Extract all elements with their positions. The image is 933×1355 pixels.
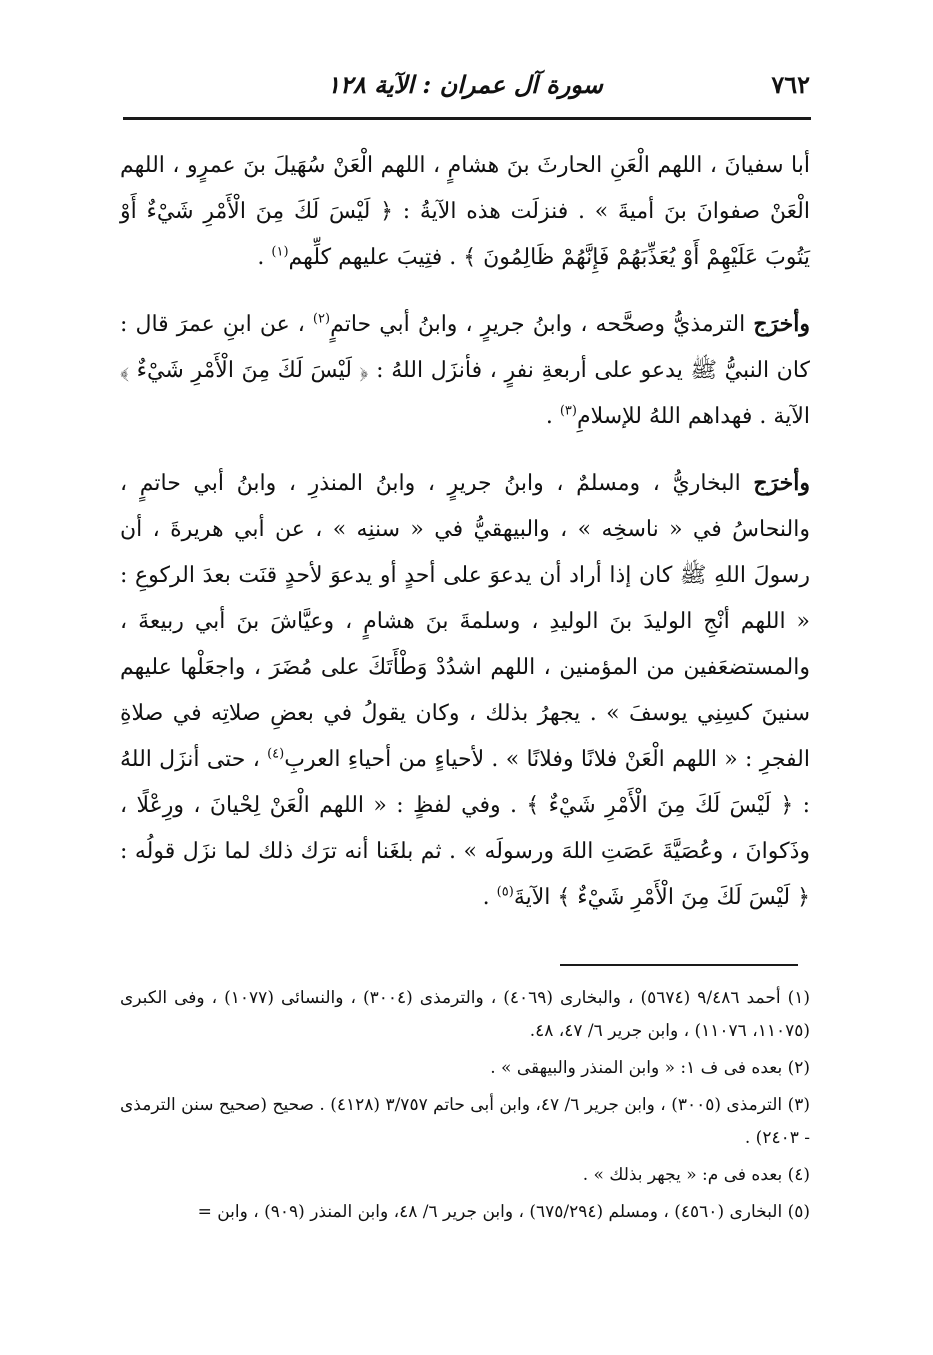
footnote: (٢) بعده فى ف ١: « وابن المنذر والبيهقى » . — [490, 1058, 810, 1078]
paragraph-tail: ، عن ابنِ عمرَ قال : كان النبيُّ ﷺ يدعو على أربعةِ نفرٍ ، فأنزَل اللهُ : ﴿ لَيْسَ لَكَ مِنَ الْأَمْرِ شَيْءٌ ﴾ الآية . فهداهم اللهُ للإسلامِ — [120, 312, 810, 429]
paragraph-tail: . — [482, 885, 497, 910]
paragraph — [120, 460, 810, 921]
footnotes — [120, 982, 810, 1233]
page-number: ٧٦٢ — [771, 70, 810, 99]
footnote-marker: (٣) — [559, 403, 577, 419]
paragraph — [120, 301, 810, 440]
paragraph — [120, 142, 810, 281]
paragraph-text: الترمذيُّ وصحَّحه ، وابنُ جريرٍ ، وابنُ أبي حاتمٍ — [330, 312, 754, 337]
paragraph-tail: ، حتى أنزَل اللهُ : ﴿ لَيْسَ لَكَ مِنَ الْأَمْرِ شَيْءٌ ﴾ . وفي لفظٍ : « اللهم الْعَنْ لِحْيانَ ، ورِعْلًا ، وذَكوانَ ، وعُصَيَّةَ عَصَتِ اللهَ ورسولَه » . ثم بلغَنا أنه ترَك ذلك لما نزَل قولُه : ﴿ لَيْسَ لَكَ مِنَ الْأَمْرِ شَيْءٌ ﴾ الآيةَ — [120, 747, 810, 910]
footnote: (٥) البخارى (٤٥٦٠) ، ومسلم (٦٧٥/٢٩٤) ، وابن جرير ٦/ ٤٨، وابن المنذر (٩٠٩) ، وابن = — [197, 1202, 810, 1222]
running-head — [120, 66, 810, 106]
main-text — [120, 142, 810, 921]
paragraph-lead: وأخرَج — [753, 470, 810, 496]
paragraph-tail: . — [545, 404, 560, 429]
footnote: (٤) بعده فى م: « يجهر بذلك » . — [582, 1165, 810, 1185]
footnote-divider — [560, 964, 798, 966]
running-head-title: سورة آل عمران : الآية ١٢٨ — [327, 70, 603, 99]
paragraph-text: أبا سفيانَ ، اللهم الْعَنِ الحارثَ بنَ هشامٍ ، اللهم الْعَنْ سُهَيلَ بنَ عمرٍو ، اللهم الْعَنْ صفوانَ بنَ أميةَ » . فنزلَت هذه الآيةُ : ﴿ لَيْسَ لَكَ مِنَ الْأَمْرِ شَيْءٌ أَوْ يَتُوبَ عَلَيْهِمْ أَوْ يُعَذِّبَهُمْ فَإِنَّهُمْ ظَالِمُونَ ﴾ . فتِيبَ عليهم كلِّهم — [120, 153, 810, 270]
footnote-marker: (٤) — [267, 746, 285, 762]
footnote-marker: (٢) — [312, 311, 331, 327]
footnote: (١) أحمد ٩/٤٨٦ (٥٦٧٤) ، والبخارى (٤٠٦٩) ، والترمذى (٣٠٠٤) ، والنسائى (١٠٧٧) ، وفى الكبرى (١١٠٧٥، ١١٠٧٦) ، وابن جرير ٦/ ٤٧، ٤٨. — [120, 988, 810, 1041]
paragraph-tail: . — [257, 245, 272, 270]
footnote-marker: (١) — [271, 244, 289, 260]
footnote: (٣) الترمذى (٣٠٠٥) ، وابن جرير ٦/ ٤٧، وابن أبى حاتم ٣/٧٥٧ (٤١٢٨) . صحيح (صحيح سنن الترمذى - ٢٤٠٣) . — [120, 1095, 810, 1148]
paragraph-lead: وأخرَج — [753, 311, 810, 337]
header-divider — [123, 117, 811, 120]
footnote-marker: (٥) — [496, 884, 514, 900]
paragraph-text: البخاريُّ ، ومسلمٌ ، وابنُ جريرٍ ، وابنُ المنذرِ ، وابنُ أبي حاتمٍ ، والنحاسُ في « ناسخِه » ، والبيهقيُّ في « سننِه » ، عن أبي هريرةَ ، أن رسولَ اللهِ ﷺ كان إذا أراد أن يدعوَ على أحدٍ أو يدعوَ لأحدٍ قنَت بعدَ الركوعِ : « اللهم أنْجِ الوليدَ بنَ الوليدِ ، وسلمةَ بنَ هشامٍ ، وعيَّاشَ بنَ أبي ربيعةَ ، والمستضعَفين من المؤمنين ، اللهم اشدُدْ وَطْأَتَكَ على مُضَرَ ، واجعَلْها عليهم سنينَ كسِنِي يوسفَ » . يجهرُ بذلك ، وكان يقولُ في بعضِ صلاتِه في صلاةِ الفجرِ : « اللهم الْعَنْ فلانًا وفلانًا » . لأحياءٍ من أحياءِ العربِ — [120, 471, 811, 772]
